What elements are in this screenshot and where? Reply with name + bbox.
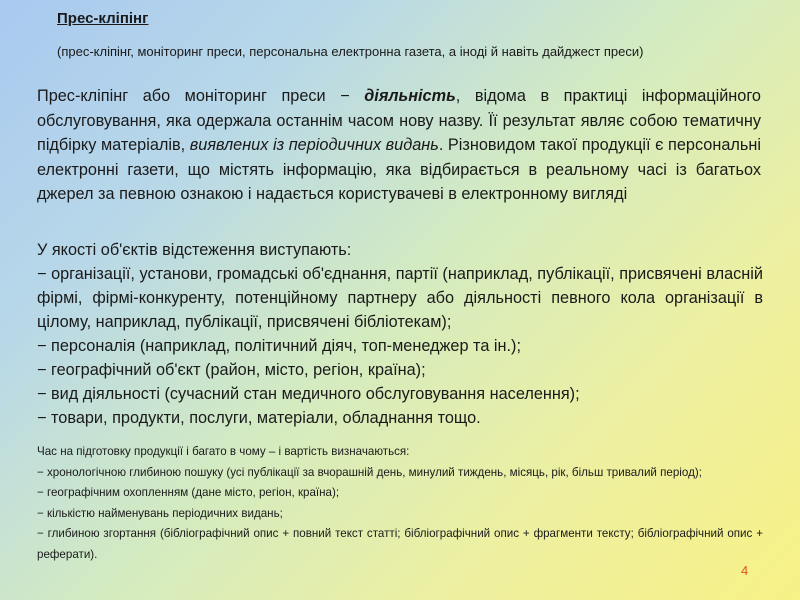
slide-subtitle: (прес-кліпінг, моніторинг преси, персональна електронна газета, а іноді й навіть дайджест преси) [57,44,644,59]
paragraph-part-1: Прес-кліпінг або моніторинг преси − [37,87,365,105]
list-item: − хронологічною глибиною пошуку (усі публікації за вчорашній день, минулий тиждень, місяць, рік, більш тривалий період); [37,465,702,479]
paragraph-emphasis-2: виявлених із періодичних видань [189,136,439,154]
slide-title: Прес-кліпінг [57,10,149,27]
main-paragraph [37,84,761,207]
list-item: − персоналія (наприклад, політичний діяч, топ-менеджер та ін.); [37,337,521,355]
list-item: − організації, установи, громадські об'єднання, партії (наприклад, публікації, присвячені власній фірмі, фірмі-конкуренту, потенційному партнеру або діяльності певного кола організації в цілому, наприклад, публікації, присвячені бібліотекам); [37,265,763,331]
paragraph-part-2: , відома в практиці інформаційного обслуговування, яка одержала останнім часом нову назву. Її результат являє собою тематичну підбірку матеріалів, [37,87,761,154]
list-item: − кількістю найменувань періодичних видань; [37,506,283,520]
list-item: − товари, продукти, послуги, матеріали, обладнання тощо. [37,409,481,427]
cost-factors-intro: Час на підготовку продукції і багато в чому – і вартість визначаються: [37,445,410,458]
cost-factors-list [37,442,763,565]
list-item: − географічний об'єкт (район, місто, регіон, країна); [37,361,426,379]
paragraph-part-3: . Різновидом такої продукції є персональні електронні газети, що містять інформацію, яка відбирається в реальному часі із багатьох джерел за певною ознакою і надається користувачеві в електронному вигляді [37,136,761,203]
paragraph-emphasis-1: діяльність [364,87,456,105]
list-item: − географічним охопленням (дане місто, регіон, країна); [37,486,340,499]
tracking-objects-intro: У якості об'єктів відстеження виступають: [37,241,352,259]
list-item: − вид діяльності (сучасний стан медичного обслуговування населення); [37,385,580,403]
list-item: − глибиною згортання (бібліографічний опис + повний текст статті; бібліографічний опис + фрагменти тексту; бібліографічний опис + реферати). [37,527,763,561]
page-number: 4 [741,563,749,578]
tracking-objects-list [37,238,763,430]
